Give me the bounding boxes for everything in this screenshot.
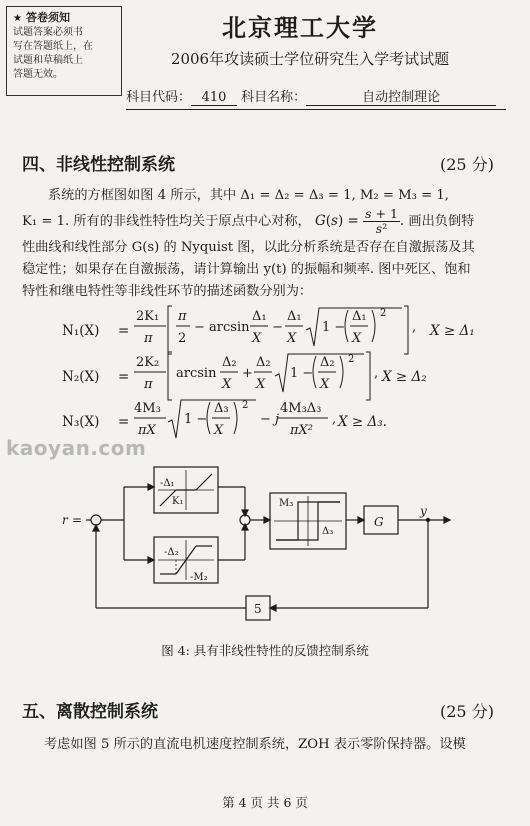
- svg-text:Δ₂: Δ₂: [256, 355, 271, 370]
- n2-lhs: N₂(X): [62, 369, 100, 385]
- n1-cond: X ≥ Δ₁: [430, 323, 475, 339]
- n3-lhs: N₃(X): [62, 414, 100, 430]
- svg-text:Δ₁: Δ₁: [287, 309, 302, 324]
- section5-p1: 考虑如图 5 所示的直流电机速度控制系统，ZOH 表示零阶保持器。设模: [44, 737, 466, 752]
- section4-p2b: 画出负倒特: [408, 214, 475, 229]
- section4-points: (25 分): [440, 155, 494, 174]
- svg-text:X: X: [252, 331, 262, 346]
- m3-label: M₃: [279, 498, 294, 509]
- watermark: kaoyan.com: [6, 436, 147, 460]
- n2-equals: =: [118, 369, 130, 385]
- svg-text:Δ₂: Δ₂: [222, 355, 237, 370]
- notice-line: 写在答题纸上，在: [13, 41, 93, 52]
- svg-text:−: −: [272, 320, 283, 335]
- notice-line: 答题无效。: [13, 69, 63, 80]
- svg-text:X: X: [214, 423, 224, 438]
- svg-text:1 −: 1 −: [290, 366, 314, 381]
- g-label: G: [374, 515, 384, 529]
- svg-text:X: X: [222, 377, 232, 392]
- svg-text:4M₃: 4M₃: [134, 401, 161, 416]
- svg-text:Δ₁: Δ₁: [352, 309, 367, 324]
- university-name: 北京理工大学: [222, 13, 378, 42]
- svg-text:4M₃Δ₃: 4M₃Δ₃: [280, 401, 322, 416]
- svg-text:π: π: [178, 309, 187, 324]
- svg-text:2: 2: [348, 354, 355, 365]
- svg-text:πX²: πX²: [290, 423, 314, 438]
- summing-junction-input: [91, 515, 101, 525]
- section4-p4: 稳定性；如果存在自激振荡，请计算输出 y(t) 的振幅和频率. 图中死区、饱和: [22, 262, 471, 277]
- section4-p3: 性曲线和线性部分 G(s) 的 Nyquist 图，以此分析系统是否存在自激振荡及其: [22, 240, 475, 255]
- svg-text:− j: − j: [260, 412, 280, 427]
- svg-text:2: 2: [178, 331, 187, 346]
- svg-text:arcsin: arcsin: [176, 366, 217, 381]
- subject-meta: [126, 86, 506, 110]
- notice-box: [6, 6, 122, 96]
- d3-label: Δ₃: [322, 526, 334, 537]
- g-formula: G(s) = $\frac{s + 1}{\text{s²}}$ .: [314, 206, 405, 236]
- section5-points: (25 分): [440, 702, 494, 721]
- svg-text:1 −: 1 −: [322, 320, 346, 335]
- svg-text:2K₂: 2K₂: [136, 355, 160, 370]
- notice-line: 试题答案必须书: [13, 27, 83, 38]
- n1-lhs: N₁(X): [62, 323, 100, 339]
- n3-cond: X ≥ Δ₃.: [338, 414, 387, 430]
- svg-text:,: ,: [332, 412, 337, 427]
- n3-equals: =: [118, 414, 130, 430]
- notice-line: 试题和草稿纸上: [13, 55, 83, 66]
- name-value: 自动控制理论: [306, 86, 496, 106]
- section4-p1: 系统的方框图如图 4 所示，其中 Δ₁ = Δ₂ = Δ₃ = 1, M₂ = M₃ = 1,: [48, 188, 449, 203]
- svg-text:2: 2: [242, 400, 249, 411]
- svg-text:,: ,: [374, 366, 379, 381]
- svg-text:Δ₃: Δ₃: [214, 401, 229, 416]
- r-label: r: [62, 513, 68, 527]
- notice-title: 答卷须知: [25, 11, 70, 24]
- sat-label: -Δ₂: [164, 547, 179, 558]
- figure-caption: 图 4: 具有非线性特性的反馈控制系统: [161, 643, 369, 658]
- svg-text:2: 2: [380, 308, 387, 319]
- code-label: 科目代码：: [126, 90, 192, 105]
- svg-text:+: +: [242, 366, 253, 381]
- svg-text:Δ₁: Δ₁: [252, 309, 267, 324]
- dz-label: -Δ₁: [160, 478, 175, 489]
- page-footer: 第 4 页 共 6 页: [222, 795, 308, 810]
- svg-text:− arcsin: − arcsin: [194, 320, 250, 335]
- m2-label: -M₂: [190, 572, 208, 583]
- n3-formula: [132, 394, 342, 450]
- svg-text:π: π: [144, 377, 153, 392]
- svg-text:πX: πX: [138, 423, 156, 438]
- svg-text:Δ₂: Δ₂: [320, 355, 335, 370]
- svg-text:2K₁: 2K₁: [136, 309, 160, 324]
- svg-text:1 −: 1 −: [184, 412, 208, 427]
- block-diagram: [0, 460, 530, 630]
- section4-p2: [22, 207, 504, 237]
- n2-cond: X ≥ Δ₂: [382, 369, 427, 385]
- svg-text:X: X: [287, 331, 297, 346]
- star-icon: ★: [13, 13, 22, 24]
- svg-text:X: X: [352, 331, 362, 346]
- svg-text:π: π: [144, 331, 153, 346]
- section4-title: 四、非线性控制系统: [22, 155, 175, 175]
- k1-label: K₁: [172, 496, 184, 507]
- section4-p2a: K₁ = 1. 所有的非线性特性均关于原点中心对称，: [22, 214, 311, 229]
- n1-equals: =: [118, 323, 130, 339]
- name-label: 科目名称：: [241, 90, 307, 105]
- svg-text:X: X: [256, 377, 266, 392]
- svg-text:,: ,: [412, 320, 417, 335]
- svg-text:X: X: [320, 377, 330, 392]
- section5-title: 五、离散控制系统: [22, 702, 158, 722]
- feedback-gain-label: 5: [254, 602, 262, 616]
- section4-p5: 特性和继电特性等非线性环节的描述函数分别为：: [22, 284, 313, 299]
- svg-text:=: =: [72, 513, 83, 527]
- code-value: 410: [191, 90, 237, 106]
- y-label: y: [420, 504, 427, 518]
- exam-title: 2006年攻读硕士学位研究生入学考试试题: [170, 50, 450, 68]
